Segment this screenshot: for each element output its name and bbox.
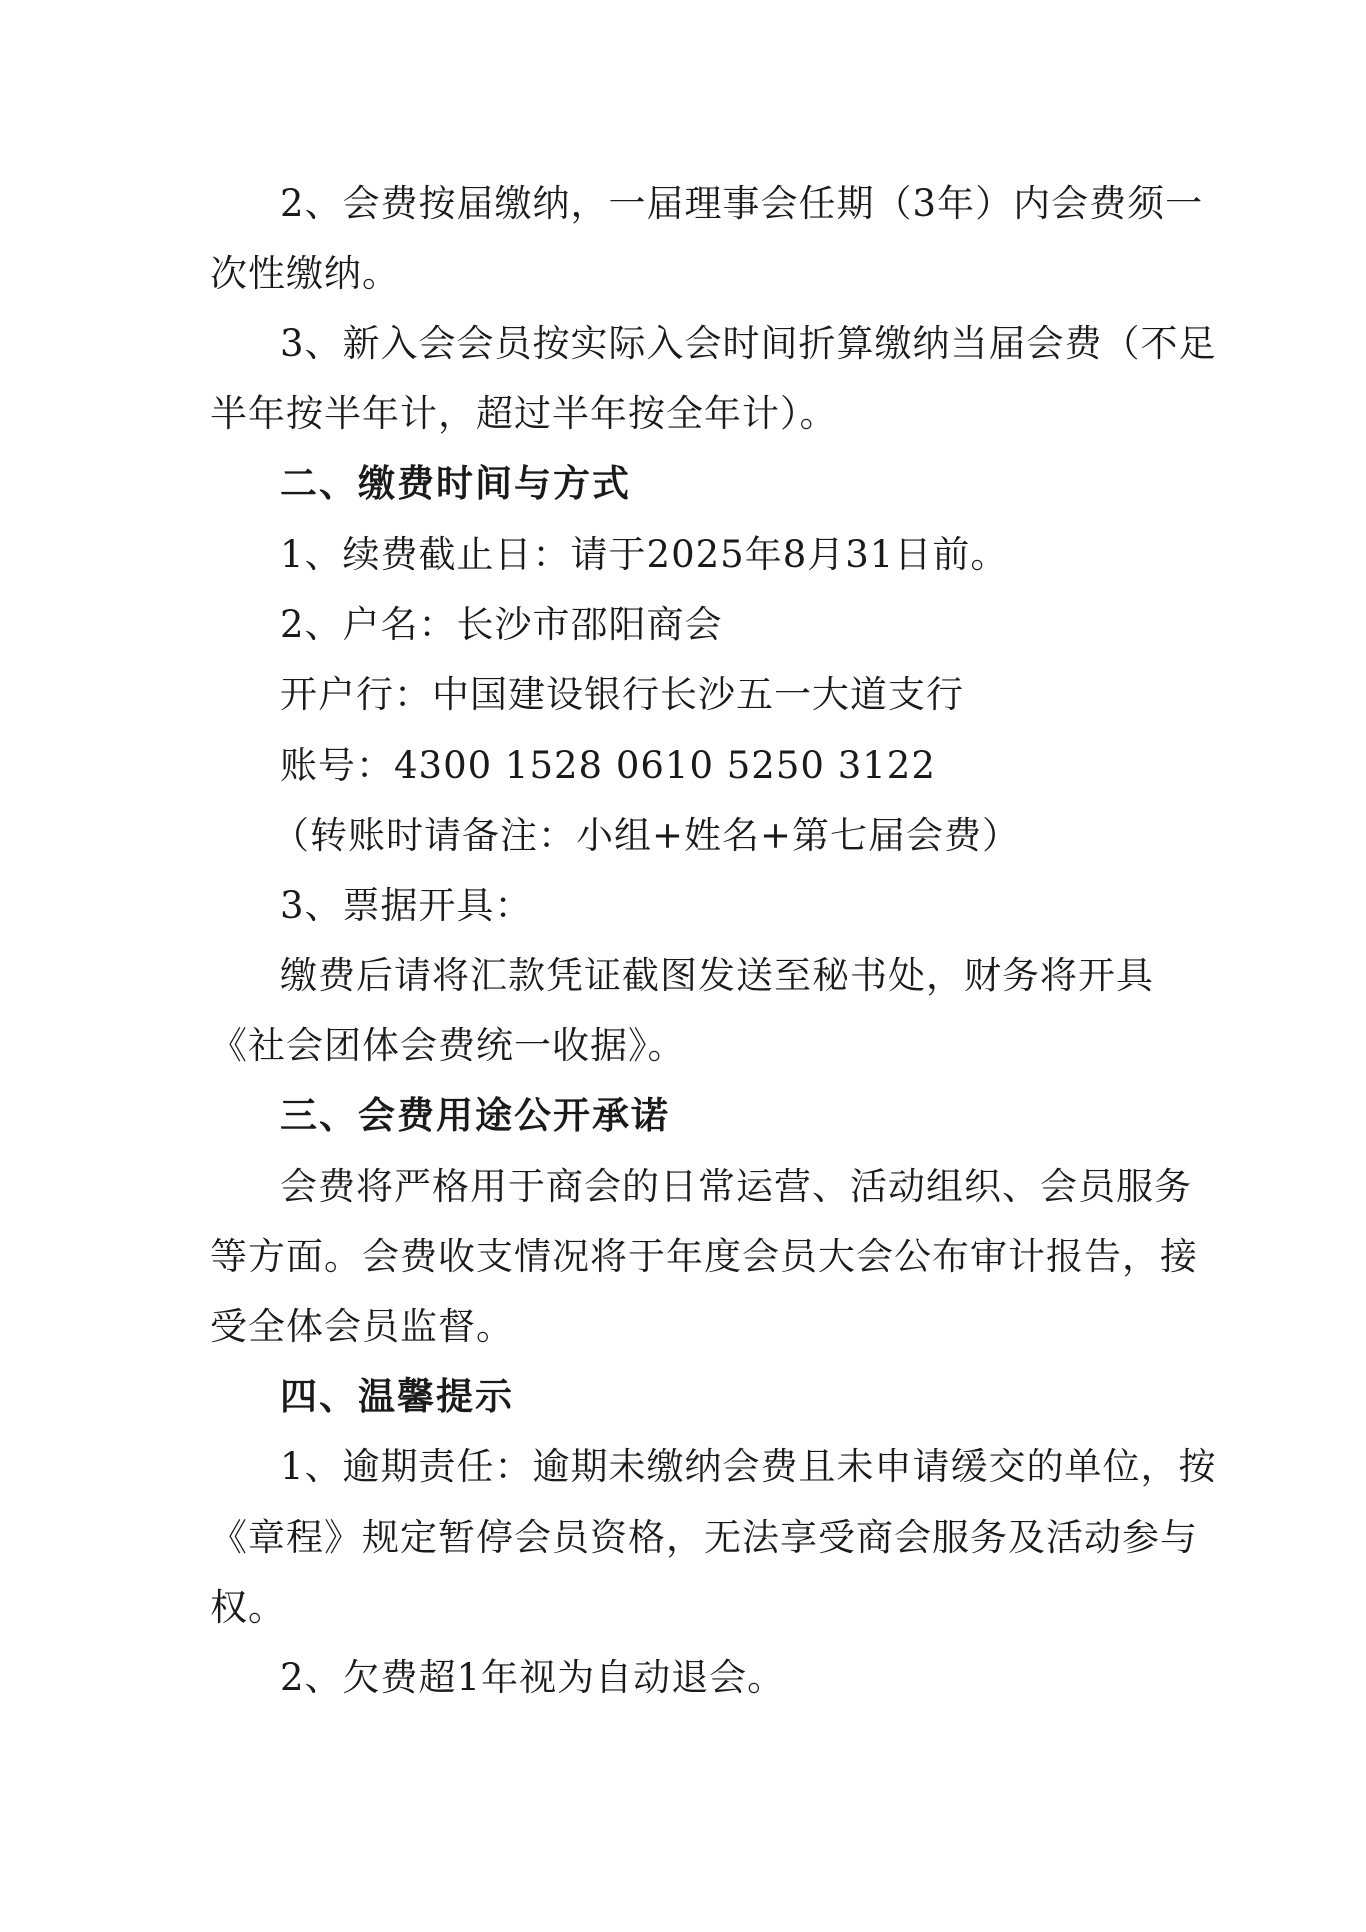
invoice-heading: 3、票据开具： [280, 884, 533, 927]
fee-rule-2-line-1: 2、会费按届缴纳，一届理事会任期（3年）内会费须一 [280, 182, 1204, 225]
reminder-2: 2、欠费超1年视为自动退会。 [280, 1656, 786, 1699]
usage-line-1: 会费将严格用于商会的日常运营、活动组织、会员服务 [280, 1165, 1192, 1208]
reminder-1-line-2: 《章程》规定暂停会员资格，无法享受商会服务及活动参与 [210, 1516, 1198, 1559]
account-name: 2、户名：长沙市邵阳商会 [280, 603, 723, 646]
bank-name: 开户行：中国建设银行长沙五一大道支行 [280, 673, 964, 716]
payment-deadline: 1、续费截止日：请于2025年8月31日前。 [280, 533, 1009, 576]
fee-rule-2-line-2: 次性缴纳。 [210, 252, 400, 295]
transfer-note: （转账时请备注：小组+姓名+第七届会费） [272, 814, 1021, 857]
invoice-instruction-line-2: 《社会团体会费统一收据》。 [210, 1024, 686, 1067]
usage-line-2: 等方面。会费收支情况将于年度会员大会公布审计报告，接 [210, 1235, 1198, 1278]
section-heading-reminder: 四、温馨提示 [280, 1375, 514, 1418]
invoice-instruction-line-1: 缴费后请将汇款凭证截图发送至秘书处，财务将开具 [280, 954, 1154, 997]
reminder-1-line-3: 权。 [210, 1586, 286, 1629]
reminder-1-line-1: 1、逾期责任：逾期未缴纳会费且未申请缓交的单位，按 [280, 1445, 1217, 1488]
fee-rule-3-line-1: 3、新入会会员按实际入会时间折算缴纳当届会费（不足 [280, 322, 1217, 365]
section-heading-usage: 三、会费用途公开承诺 [280, 1094, 670, 1137]
fee-rule-3-line-2: 半年按半年计，超过半年按全年计）。 [210, 392, 838, 435]
account-number: 账号：4300 1528 0610 5250 3122 [280, 744, 936, 787]
section-heading-payment: 二、缴费时间与方式 [280, 462, 631, 505]
usage-line-3: 受全体会员监督。 [210, 1305, 514, 1348]
